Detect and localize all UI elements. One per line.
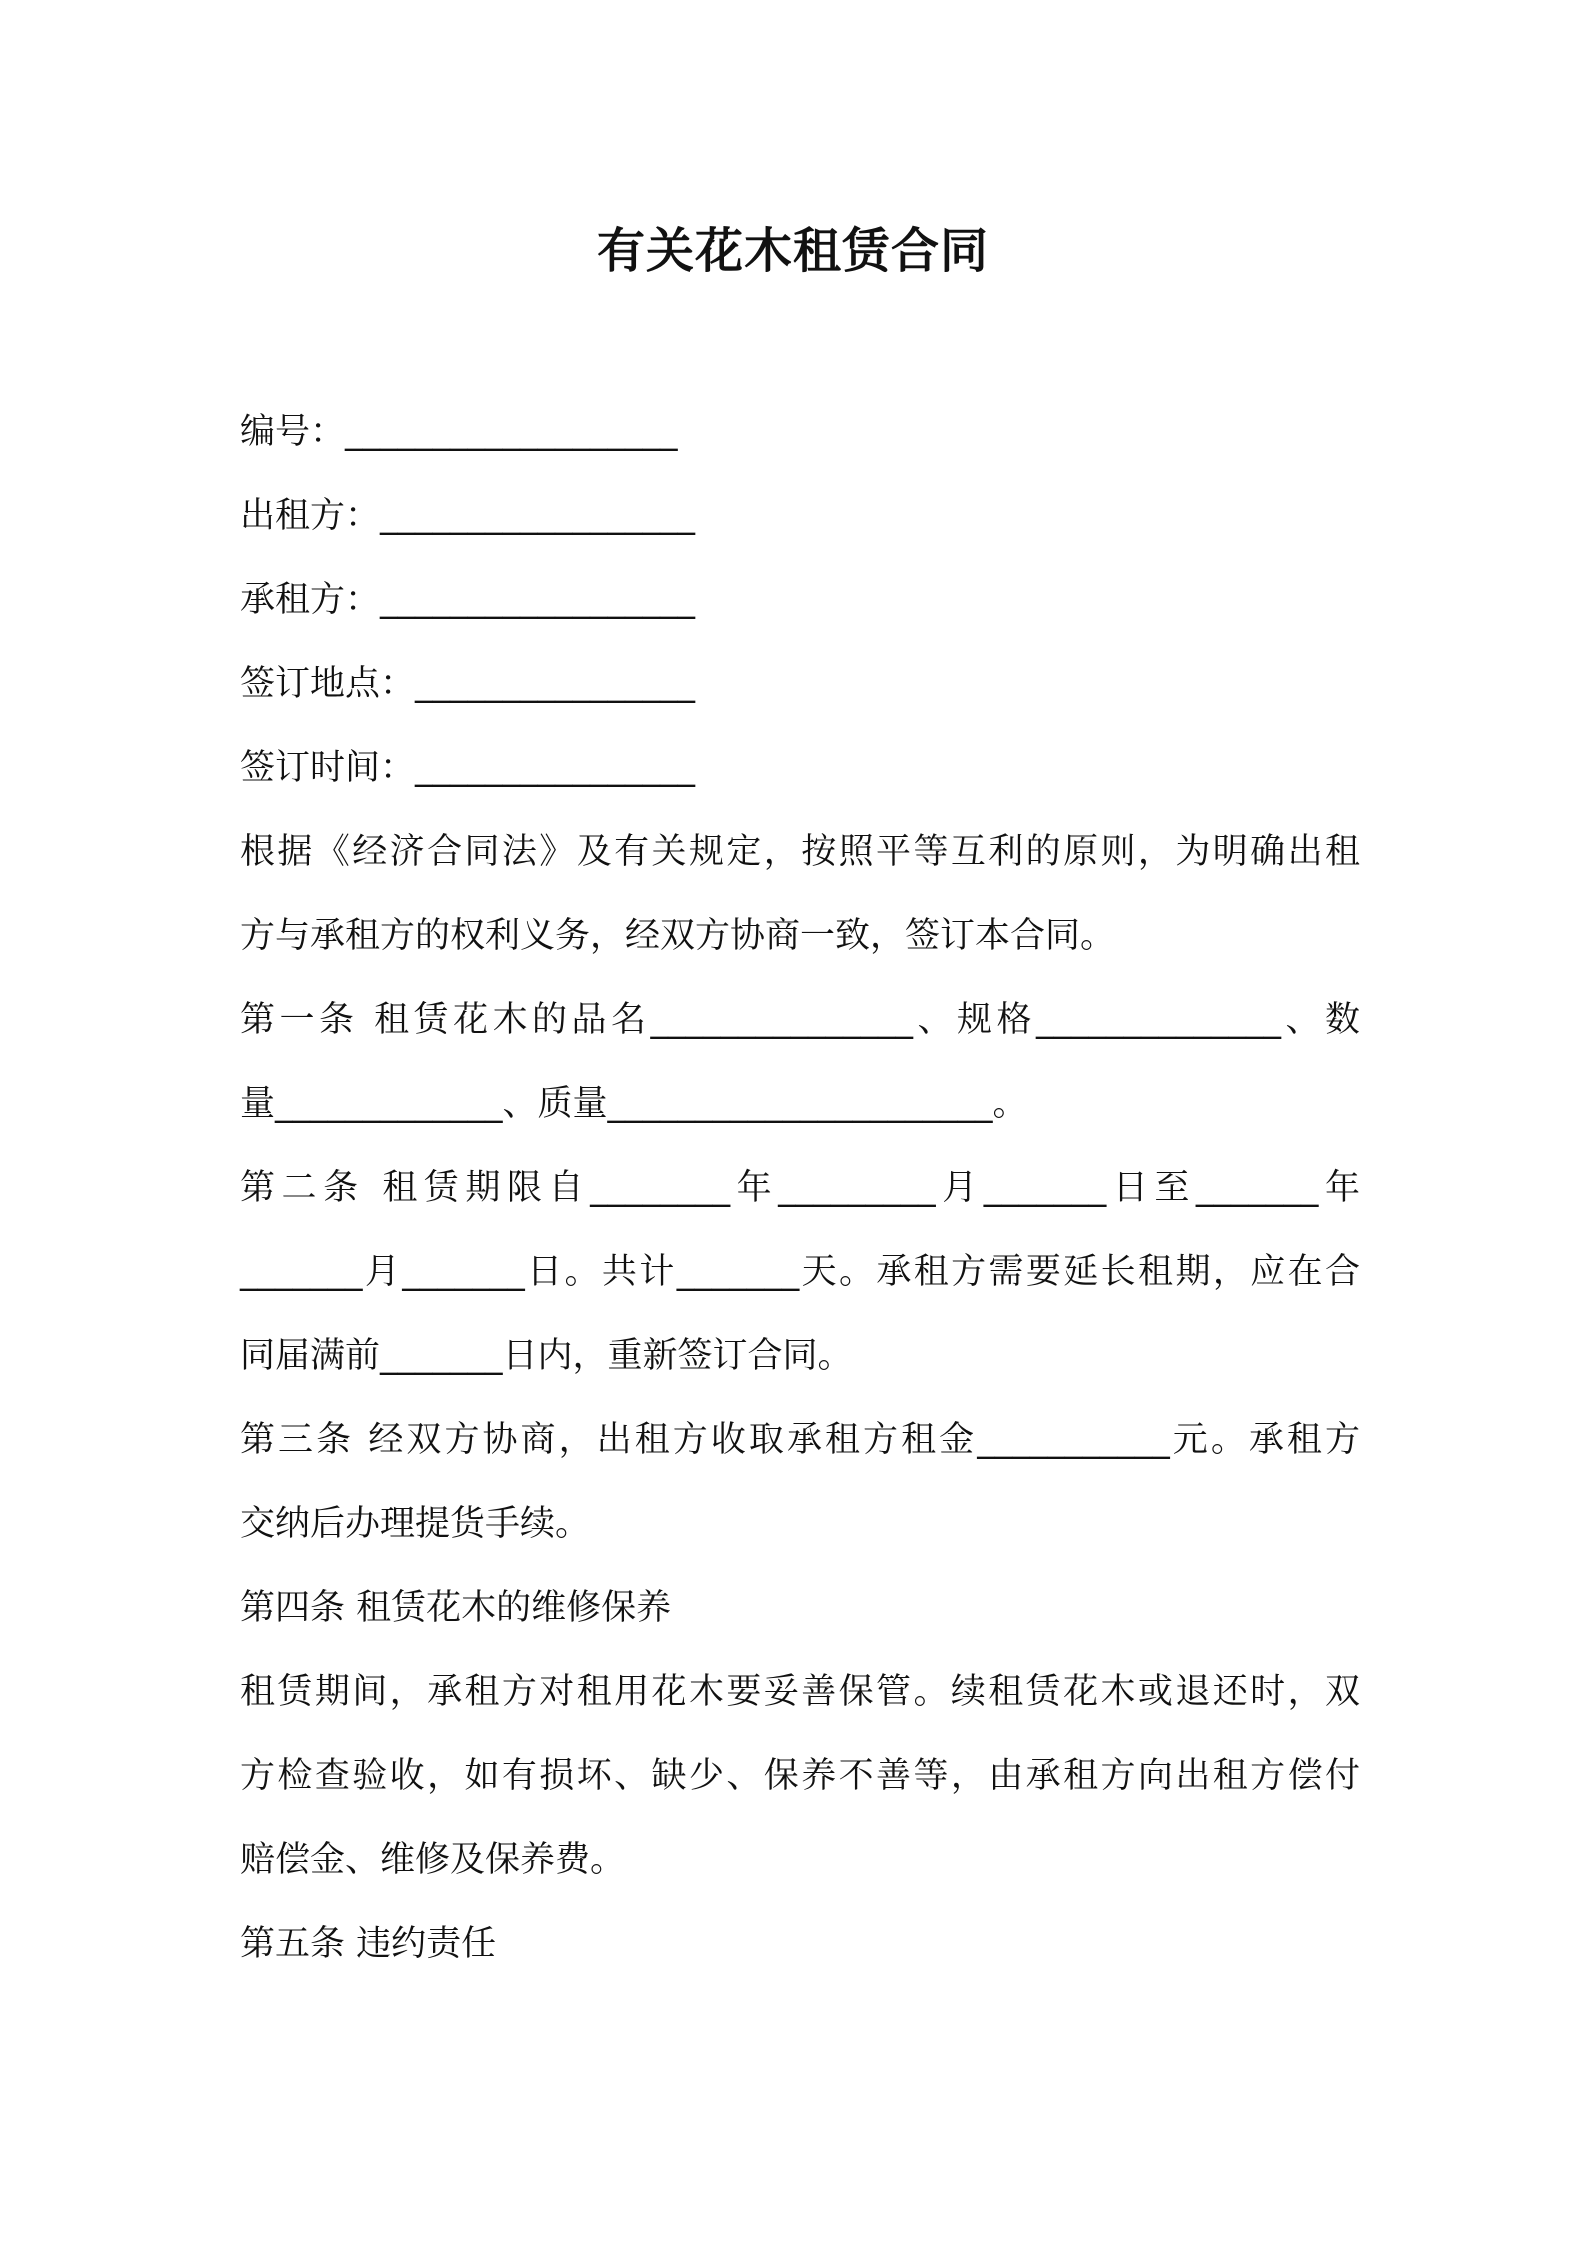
article-4-line: 租赁期间，承租方对租用花木要妥善保管。续租赁花木或退还时，双 [240, 1672, 1360, 1712]
article-4-line: 方检查验收，如有损坏、缺少、保养不善等，由承租方向出租方偿付 [240, 1756, 1360, 1796]
preamble-line: 方与承租方的权利义务，经双方协商一致，签订本合同。 [240, 916, 1116, 956]
article-4-line: 赔偿金、维修及保养费。 [240, 1840, 626, 1880]
article-2-line: 同届满前_______日内，重新签订合同。 [240, 1336, 853, 1376]
article-5-heading: 第五条 违约责任 [240, 1924, 497, 1964]
article-4-heading: 第四条 租赁花木的维修保养 [240, 1588, 672, 1628]
article-3-line: 第三条 经双方协商，出租方收取承租方租金___________元。承租方 [240, 1420, 1360, 1460]
article-2-line: 第二条 租赁期限自________年_________月_______日至_______年 [240, 1168, 1360, 1208]
field-lessor: 出租方：__________________ [240, 496, 696, 536]
article-2-line: _______月_______日。共计_______天。承租方需要延长租期，应在合 [240, 1252, 1360, 1292]
field-lessee: 承租方：__________________ [240, 580, 696, 620]
field-signing-time: 签订时间：________________ [240, 748, 696, 788]
preamble-line: 根据《经济合同法》及有关规定，按照平等互利的原则，为明确出租 [240, 832, 1360, 872]
article-1-line: 量_____________、质量______________________。 [240, 1084, 1028, 1124]
article-3-line: 交纳后办理提货手续。 [240, 1504, 591, 1544]
field-contract-number: 编号：___________________ [240, 412, 678, 452]
document-title: 有关花木租赁合同 [596, 223, 989, 279]
article-1-line: 第一条 租赁花木的品名_______________、规格______________、数 [240, 1000, 1360, 1040]
field-signing-place: 签订地点：________________ [240, 664, 696, 704]
